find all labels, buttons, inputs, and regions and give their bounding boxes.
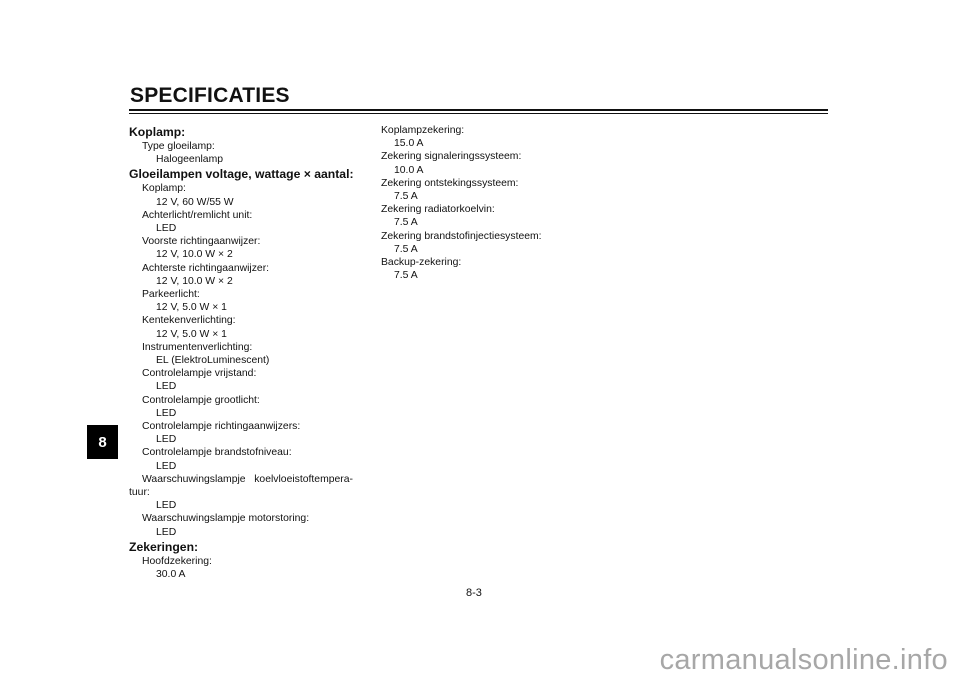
spec-label: Backup-zekering: xyxy=(381,257,462,269)
spec-value: EL (ElektroLuminescent) xyxy=(156,355,270,367)
spec-label: Kentekenverlichting: xyxy=(142,315,236,327)
spec-label: Zekering signaleringssysteem: xyxy=(381,151,522,163)
spec-label: Instrumentenverlichting: xyxy=(142,341,253,353)
spec-value: 7.5 A xyxy=(394,217,418,229)
spec-value: 12 V, 60 W/55 W xyxy=(156,196,234,208)
header-rule-thin xyxy=(129,113,828,114)
spec-value: 15.0 A xyxy=(394,138,424,150)
spec-label: Controlelampje vrijstand: xyxy=(142,368,257,380)
spec-value: 12 V, 10.0 W × 2 xyxy=(156,249,233,261)
spec-label: Parkeerlicht: xyxy=(142,289,200,301)
spec-label-koelvloeistof-line2: tuur: xyxy=(129,487,150,499)
heading-gloeilampen: Gloeilampen voltage, wattage × aantal: xyxy=(129,167,354,182)
spec-label: Controlelampje brandstofniveau: xyxy=(142,447,292,459)
spec-label: Hoofdzekering: xyxy=(142,555,212,567)
spec-label: Koplamp: xyxy=(142,183,186,195)
spec-value: LED xyxy=(156,460,177,472)
chapter-tab: 8 xyxy=(87,425,118,459)
spec-value: 12 V, 5.0 W × 1 xyxy=(156,302,227,314)
spec-value: 10.0 A xyxy=(394,164,424,176)
spec-label: Controlelampje grootlicht: xyxy=(142,394,260,406)
spec-label: Koplampzekering: xyxy=(381,125,465,136)
page-title: SPECIFICATIES xyxy=(130,84,290,107)
spec-label: Achterlicht/remlicht unit: xyxy=(142,209,253,221)
spec-label: Zekering radiatorkoelvin: xyxy=(381,204,495,216)
spec-label: Controlelampje richtingaanwijzers: xyxy=(142,421,301,433)
spec-value: LED xyxy=(156,526,177,538)
spec-label: Waarschuwingslampje motorstoring: xyxy=(142,513,310,525)
watermark: carmanualsonline.info xyxy=(659,644,948,676)
spec-value: LED xyxy=(156,381,177,393)
page-number: 8-3 xyxy=(466,587,482,599)
spec-value: 7.5 A xyxy=(394,270,418,282)
spec-value: LED xyxy=(156,223,177,235)
spec-label: Type gloeilamp: xyxy=(142,141,215,152)
spec-value: 12 V, 10.0 W × 2 xyxy=(156,275,233,287)
spec-label: Achterste richtingaanwijzer: xyxy=(142,262,270,274)
left-column xyxy=(129,124,359,581)
spec-label: Voorste richtingaanwijzer: xyxy=(142,236,261,248)
spec-value: 30.0 A xyxy=(156,569,186,581)
spec-value: LED xyxy=(156,500,177,512)
spec-label: Zekering ontstekingssysteem: xyxy=(381,177,519,189)
heading-zekeringen: Zekeringen: xyxy=(129,539,199,554)
header-rule-thick xyxy=(129,109,828,111)
spec-value: Halogeenlamp xyxy=(156,154,224,166)
right-column xyxy=(381,124,581,282)
spec-value: LED xyxy=(156,407,177,419)
spec-value: 7.5 A xyxy=(394,191,418,203)
spec-label: Zekering brandstofinjectiesysteem: xyxy=(381,230,542,242)
spec-value: LED xyxy=(156,434,177,446)
spec-value: 7.5 A xyxy=(394,243,418,255)
spec-label-koelvloeistof-line1: Waarschuwingslampje koelvloeistoftempera- xyxy=(142,473,353,485)
heading-koplamp: Koplamp: xyxy=(129,125,186,139)
spec-value: 12 V, 5.0 W × 1 xyxy=(156,328,227,340)
